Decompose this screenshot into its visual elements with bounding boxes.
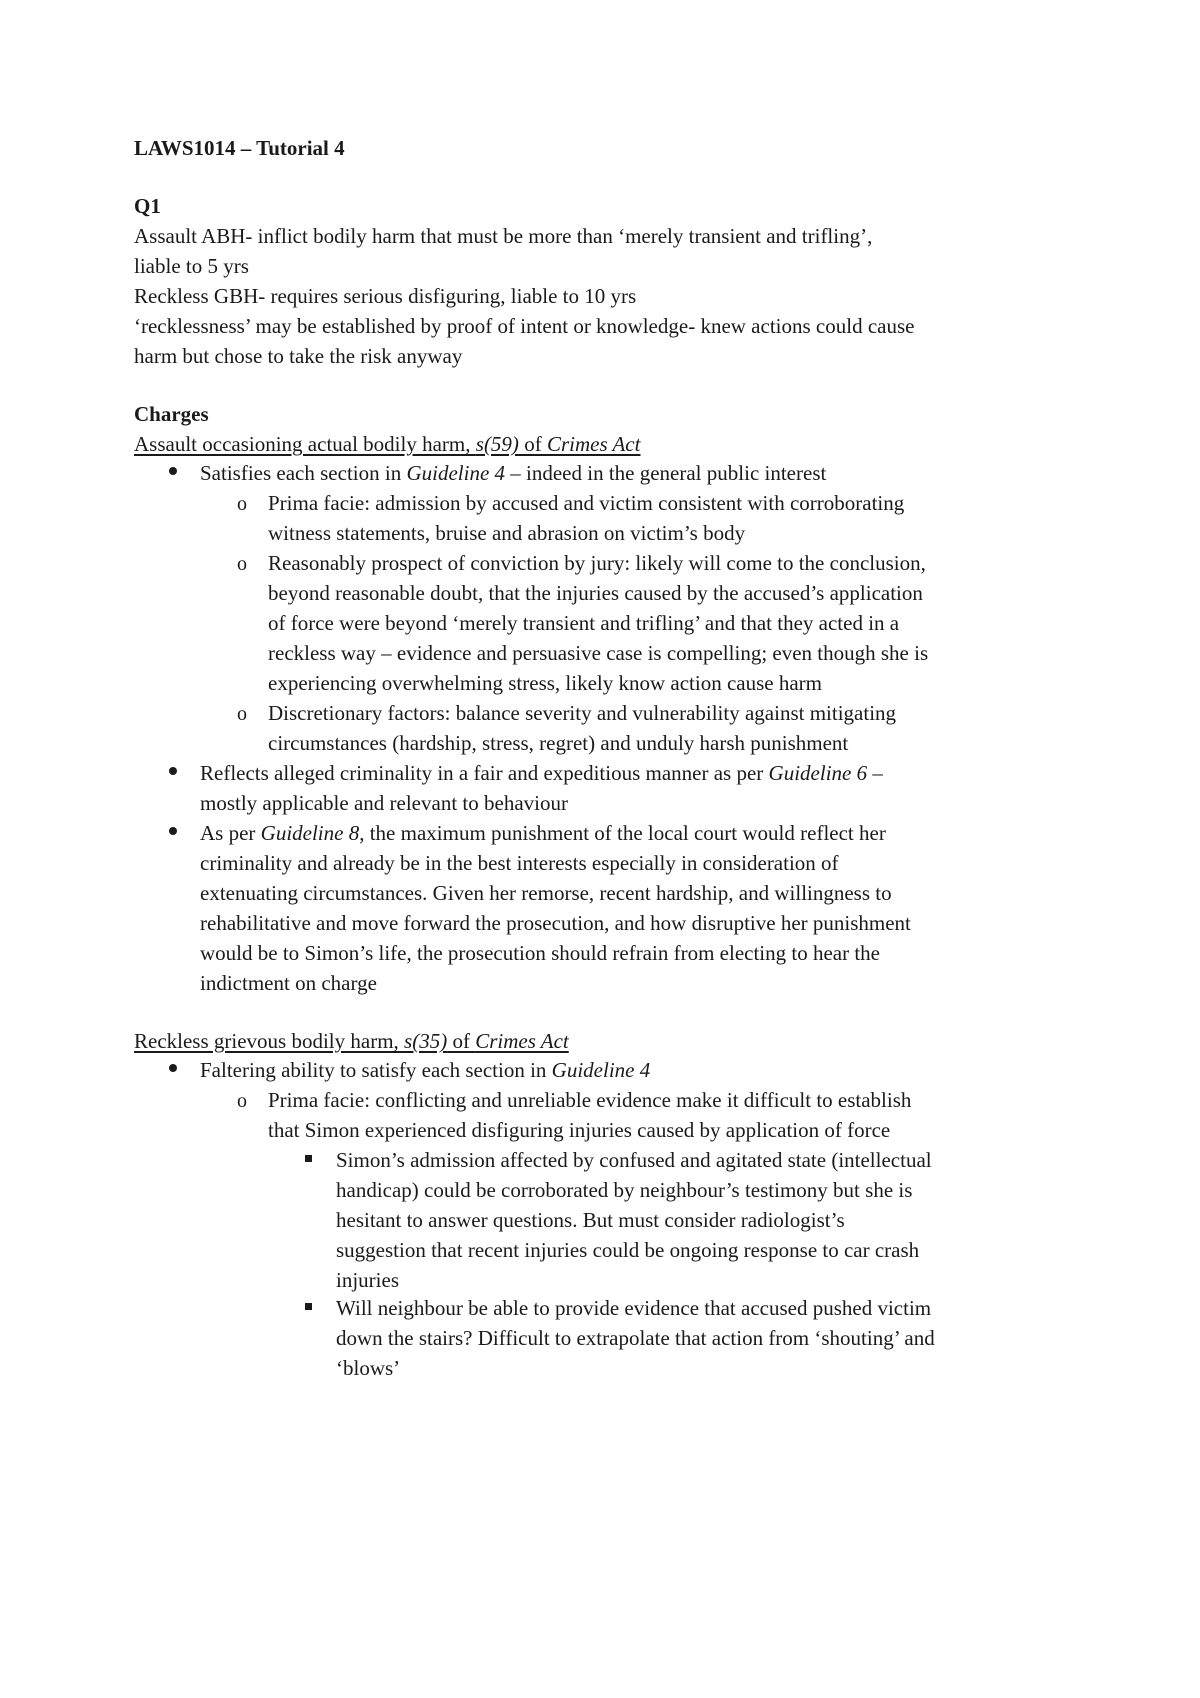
abh-guideline8-line: extenuating circumstances. Given her remorse, recent hardship, and willingness to	[200, 881, 892, 905]
q1-line: liable to 5 yrs	[134, 254, 249, 278]
bullet-icon	[169, 1064, 177, 1072]
abh-prospect: beyond reasonable doubt, that the injuries caused by the accused’s application	[268, 581, 923, 605]
circle-bullet-icon: o	[237, 493, 247, 515]
gbh-sub-admission: suggestion that recent injuries could be ongoing response to car crash	[336, 1238, 920, 1262]
abh-discretion: Discretionary factors: balance severity and vulnerability against mitigating	[268, 701, 897, 725]
gbh-sub-admission: hesitant to answer questions. But must consider radiologist’s	[336, 1208, 845, 1232]
abh-heading: Assault occasioning actual bodily harm, s(59) of Crimes Act	[134, 432, 641, 456]
charges-heading: Charges	[134, 402, 209, 426]
gbh-sub-admission: handicap) could be corroborated by neighbour’s testimony but she is	[336, 1178, 913, 1202]
circle-bullet-icon: o	[237, 553, 247, 575]
circle-bullet-icon: o	[237, 1090, 247, 1112]
q1-line: Reckless GBH- requires serious disfiguring, liable to 10 yrs	[134, 284, 637, 308]
abh-bullet-guideline8: As per Guideline 8, the maximum punishment of the local court would reflect her	[200, 821, 886, 845]
q1-line: ‘recklessness’ may be established by proof of intent or knowledge- knew actions could cause	[134, 314, 915, 338]
gbh-sub-neighbour: ‘blows’	[336, 1356, 401, 1380]
gbh-bullet-guideline4: Faltering ability to satisfy each section in Guideline 4	[200, 1058, 651, 1082]
q1-heading: Q1	[134, 194, 161, 218]
abh-guideline8-line: would be to Simon’s life, the prosecution should refrain from electing to hear the	[200, 941, 880, 965]
bullet-icon	[169, 467, 177, 475]
bullet-icon	[169, 827, 177, 835]
gbh-prima-facie: that Simon experienced disfiguring injuries caused by application of force	[268, 1118, 891, 1142]
gbh-heading: Reckless grievous bodily harm, s(35) of Crimes Act	[134, 1029, 569, 1053]
gbh-sub-neighbour: down the stairs? Difficult to extrapolate that action from ‘shouting’ and	[336, 1326, 935, 1350]
abh-guideline8-line: rehabilitative and move forward the prosecution, and how disruptive her punishment	[200, 911, 911, 935]
gbh-sub-neighbour: Will neighbour be able to provide evidence that accused pushed victim	[336, 1296, 932, 1320]
abh-prospect: reckless way – evidence and persuasive case is compelling; even though she is	[268, 641, 929, 665]
abh-discretion: circumstances (hardship, stress, regret) and unduly harsh punishment	[268, 731, 849, 755]
bullet-icon	[169, 767, 177, 775]
square-bullet-icon	[305, 1303, 312, 1310]
document-title: LAWS1014 – Tutorial 4	[134, 136, 345, 160]
gbh-prima-facie: Prima facie: conflicting and unreliable evidence make it difficult to establish	[268, 1088, 912, 1112]
abh-bullet-guideline6: Reflects alleged criminality in a fair and expeditious manner as per Guideline 6 –	[200, 761, 883, 785]
abh-prospect: of force were beyond ‘merely transient and trifling’ and that they acted in a	[268, 611, 900, 635]
gbh-sub-admission: Simon’s admission affected by confused and agitated state (intellectual	[336, 1148, 932, 1172]
abh-prospect: Reasonably prospect of conviction by jury: likely will come to the conclusion,	[268, 551, 926, 575]
abh-bullet-guideline6-line: mostly applicable and relevant to behaviour	[200, 791, 568, 815]
abh-prospect: experiencing overwhelming stress, likely know action cause harm	[268, 671, 822, 695]
abh-guideline8-line: indictment on charge	[200, 971, 377, 995]
circle-bullet-icon: o	[237, 703, 247, 725]
gbh-sub-admission: injuries	[336, 1268, 399, 1292]
abh-prima-facie: Prima facie: admission by accused and victim consistent with corroborating	[268, 491, 905, 515]
square-bullet-icon	[305, 1155, 312, 1162]
abh-bullet-guideline4: Satisfies each section in Guideline 4 – indeed in the general public interest	[200, 461, 827, 485]
q1-line: harm but chose to take the risk anyway	[134, 344, 463, 368]
q1-line: Assault ABH- inflict bodily harm that must be more than ‘merely transient and trifling’,	[134, 224, 873, 248]
abh-prima-facie: witness statements, bruise and abrasion on victim’s body	[268, 521, 746, 545]
abh-guideline8-line: criminality and already be in the best interests especially in consideration of	[200, 851, 839, 875]
